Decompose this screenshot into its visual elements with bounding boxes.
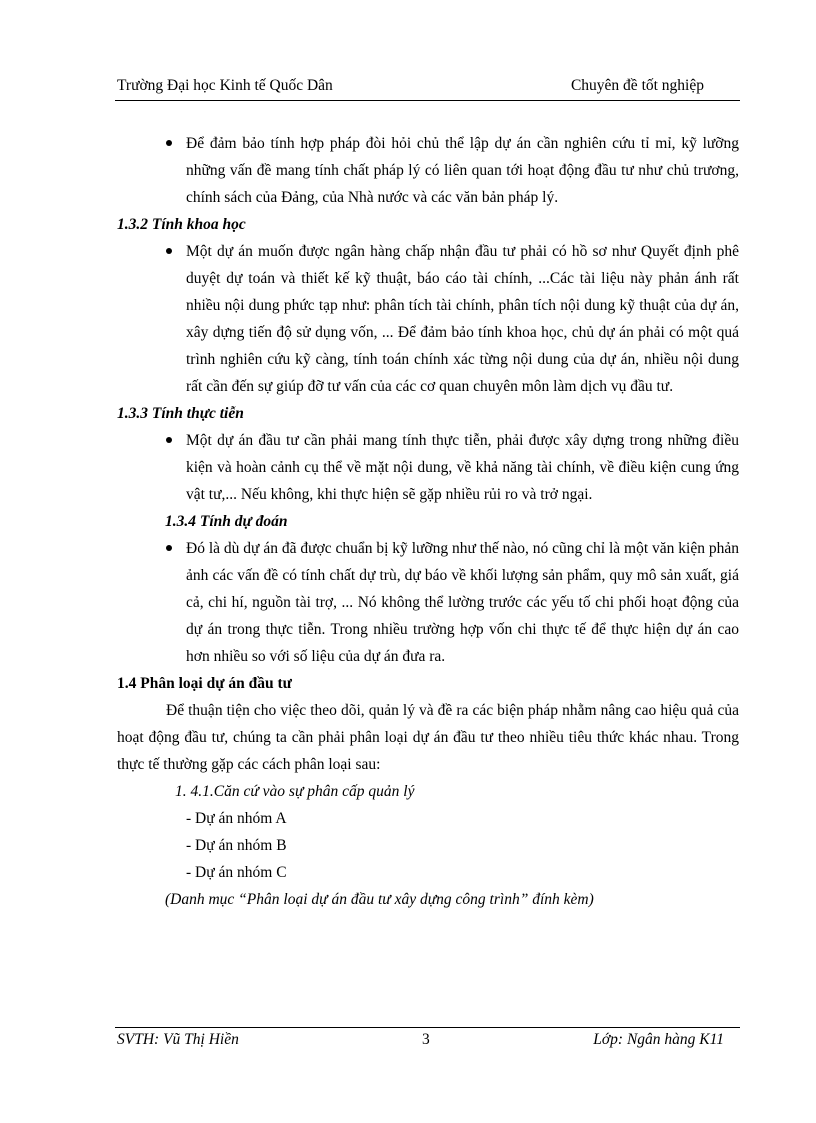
bullet-text: Để đảm bảo tính hợp pháp đòi hỏi chủ thể lập dự án cần nghiên cứu tỉ mỉ, kỹ lưỡng những vấn đề mang tính chất pháp lý có liên quan tới hoạt động đầu tư như chủ trương, chính sách của Đảng, của Nhà nước và các văn bản pháp lý. [186, 135, 739, 206]
bullet-icon [166, 545, 172, 551]
bullet-text: Một dự án đầu tư cần phải mang tính thực tiễn, phải được xây dựng trong những điều kiện và hoàn cảnh cụ thể về mặt nội dung, về khả năng tài chính, về điều kiện cung ứng vật tư,... Nếu không, khi thực hiện sẽ gặp nhiều rủi ro và trở ngại. [186, 432, 739, 503]
list-item-group-c: - Dự án nhóm C [186, 864, 287, 881]
bullet-item [117, 427, 739, 508]
subheading-1-4-1: 1. 4.1.Căn cứ vào sự phân cấp quản lý [175, 783, 415, 800]
bullet-item [117, 238, 739, 400]
page-header [115, 76, 740, 101]
bullet-icon [166, 248, 172, 254]
footer-student: SVTH: Vũ Thị Hiền [117, 1031, 239, 1048]
list-item-group-a: - Dự án nhóm A [186, 810, 287, 827]
bullet-text: Đó là dù dự án đã được chuẩn bị kỹ lưỡng như thế nào, nó cũng chỉ là một văn kiện phản ảnh các vấn đề có tính chất dự trù, dự báo về khối lượng sản phẩm, quy mô sản xuất, giá cả, chi hí, nguồn tài trợ, ... Nó không thể lường trước các yếu tố chi phối hoạt động của dự án trong thực tiễn. Trong nhiều trường hợp vốn chi thực tế để thực hiện dự án cao hơn nhiều so với số liệu của dự án đưa ra. [186, 540, 739, 665]
page-body [117, 130, 739, 913]
page-footer [115, 1027, 740, 1052]
bullet-icon [166, 140, 172, 146]
page-number: 3 [422, 1031, 430, 1048]
section-title-1-4: 1.4 Phân loại dự án đầu tư [117, 675, 292, 692]
header-document-type: Chuyên đề tốt nghiệp [570, 77, 704, 94]
bullet-text: Một dự án muốn được ngân hàng chấp nhận đầu tư phải có hồ sơ như Quyết định phê duyệt dự toán và thiết kế kỹ thuật, báo cáo tài chính, ...Các tài liệu này phản ánh rất nhiều nội dung phức tạp như: phân tích tài chính, phân tích nội dung kỹ thuật của dự án, xây dựng tiến độ sử dụng vốn, ... Để đảm bảo tính khoa học, chủ dự án phải có một quá trình nghiên cứu kỹ càng, tính toán chính xác từng nội dung của dự án, nhiều nội dung rất cần đến sự giúp đỡ tư vấn của các cơ quan chuyên môn làm dịch vụ đầu tư. [186, 243, 739, 395]
list-item-group-b: - Dự án nhóm B [186, 837, 287, 854]
heading-1-3-2: 1.3.2 Tính khoa học [117, 216, 246, 233]
attachment-note: (Danh mục “Phân loại dự án đầu tư xây dựng công trình” đính kèm) [165, 891, 594, 908]
heading-1-3-4: 1.3.4 Tính dự đoán [165, 513, 288, 530]
bullet-item [117, 130, 739, 211]
bullet-item [117, 535, 739, 670]
header-university: Trường Đại học Kinh tế Quốc Dân [117, 77, 333, 94]
heading-1-3-3: 1.3.3 Tính thực tiễn [117, 405, 244, 422]
footer-class: Lớp: Ngân hàng K11 [593, 1031, 724, 1048]
paragraph: Để thuận tiện cho việc theo dõi, quản lý và đề ra các biện pháp nhằm nâng cao hiệu quả của hoạt động đầu tư, chúng ta cần phải phân loại dự án đầu tư theo nhiều tiêu thức khác nhau. Trong thực tế thường gặp các cách phân loại sau: [117, 702, 739, 773]
bullet-icon [166, 437, 172, 443]
